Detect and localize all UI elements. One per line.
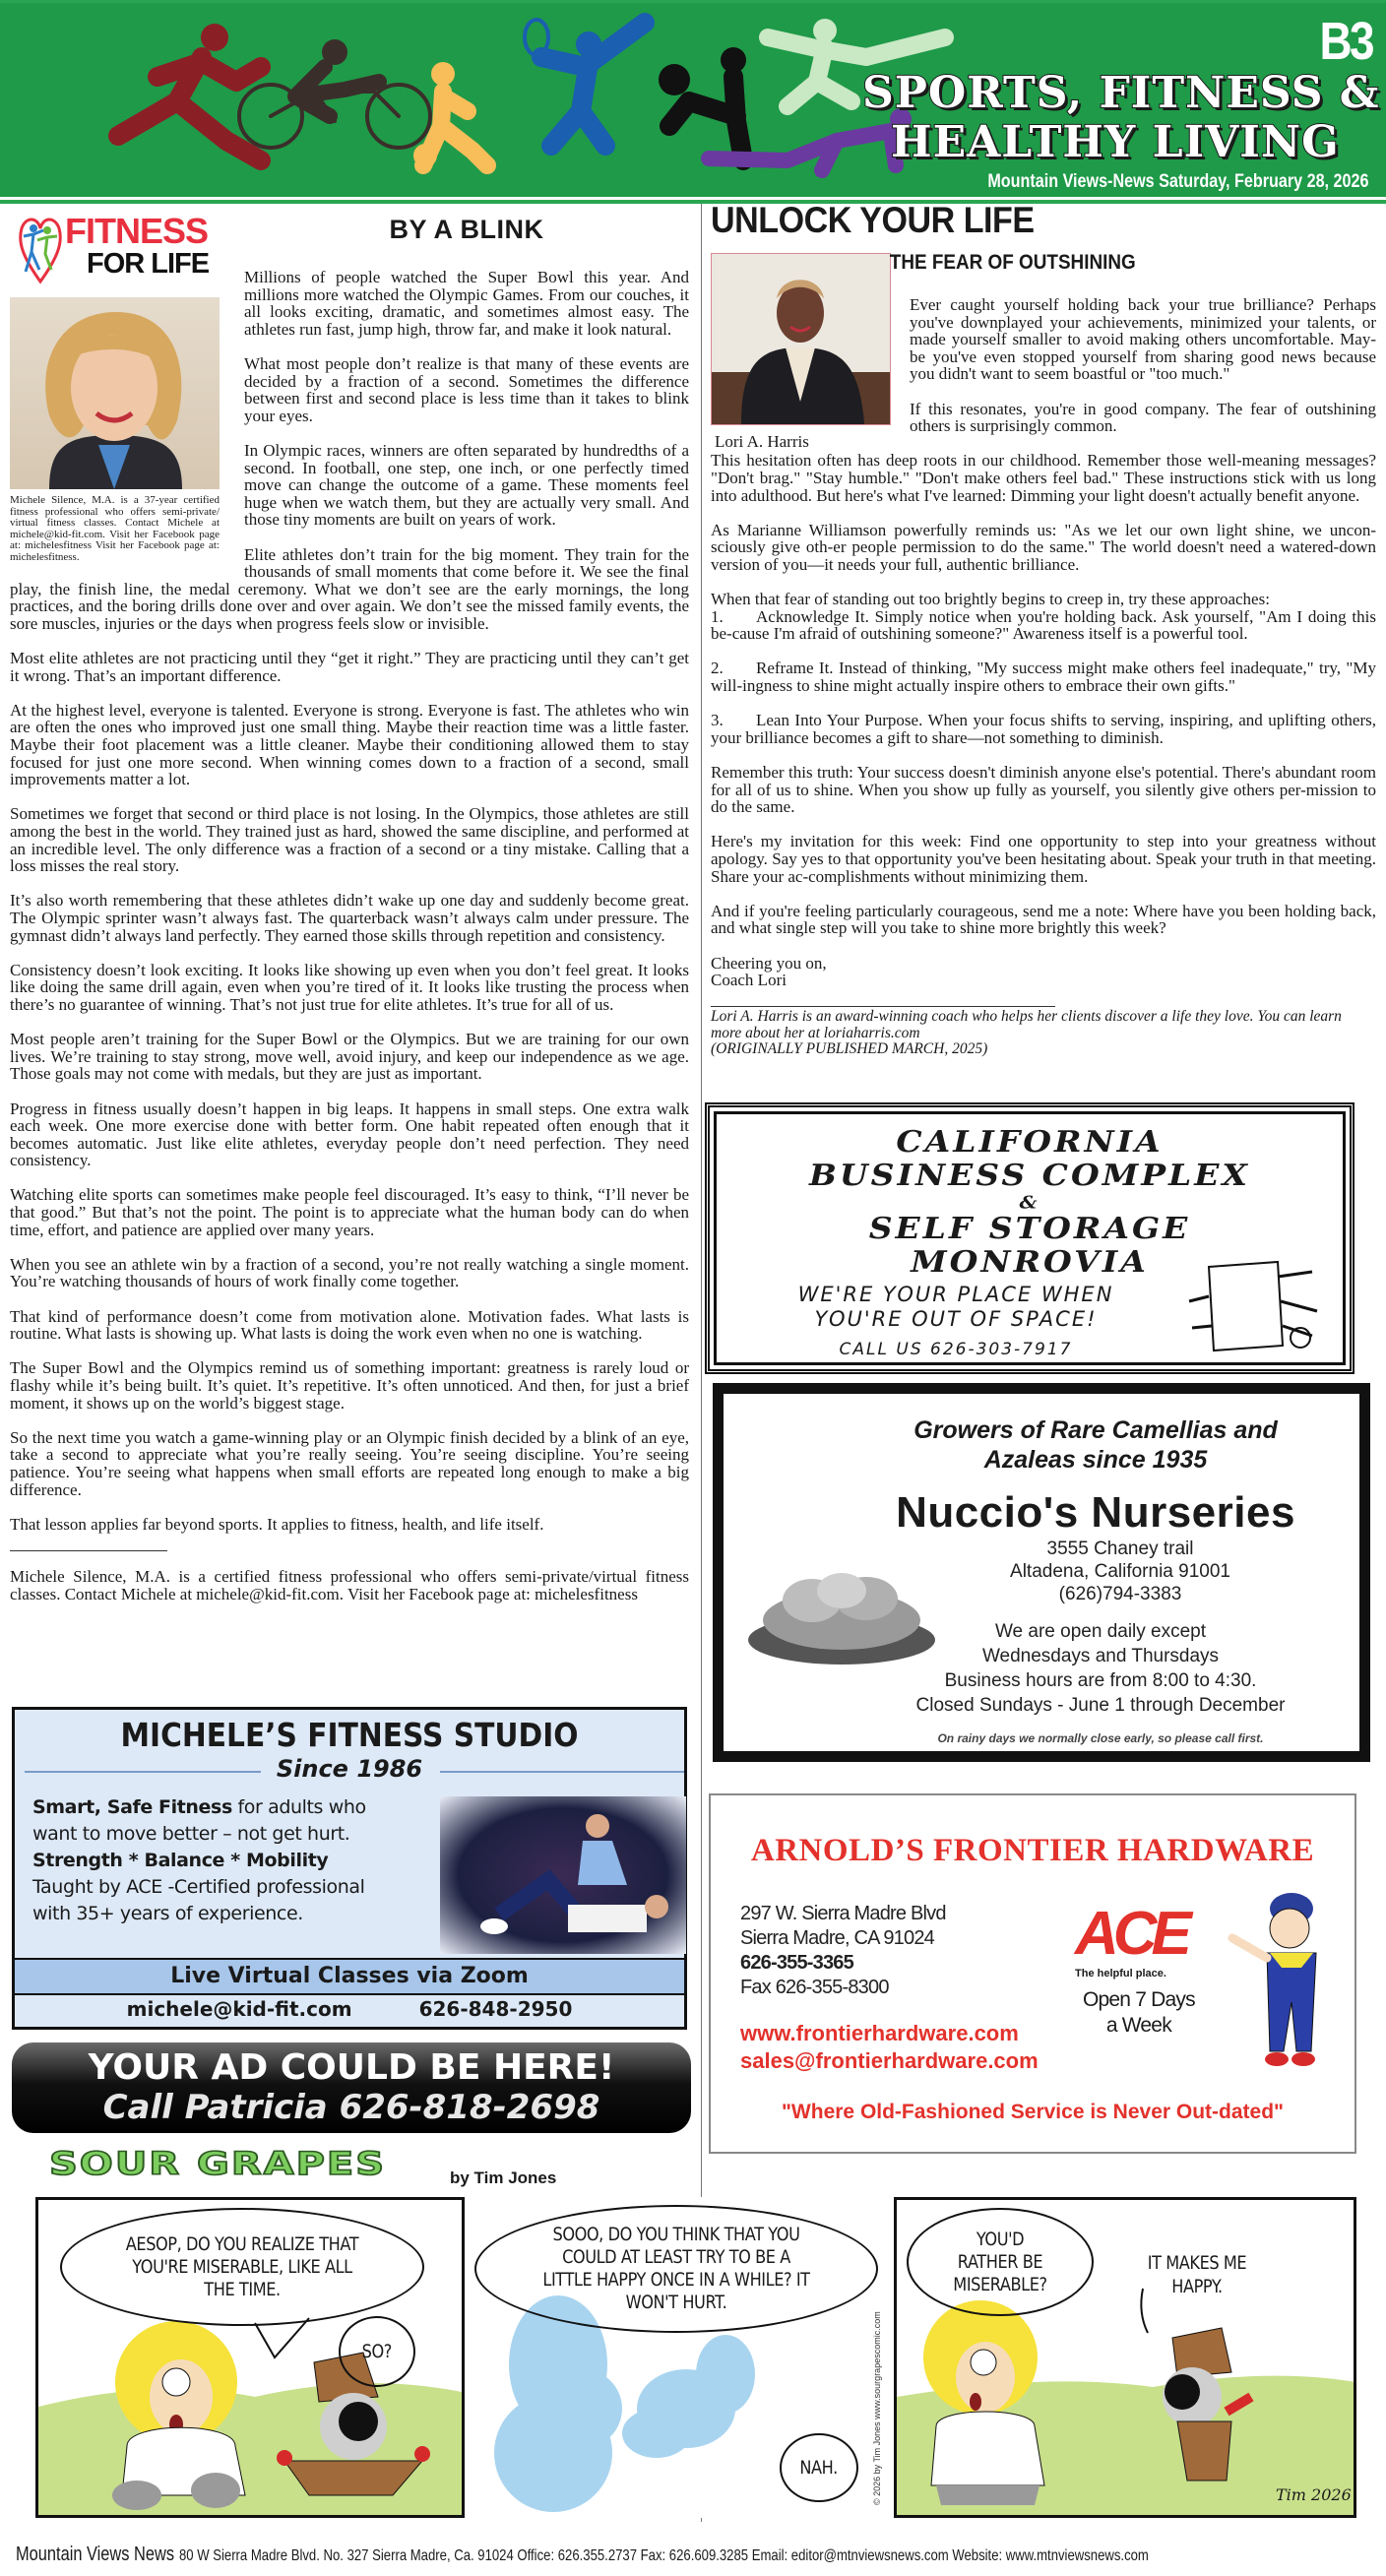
signoff-name: Coach Lori (711, 971, 787, 990)
paragraph: That lesson applies far beyond sports. It applies to fitness, health, and life itself. (10, 1514, 544, 1534)
list-text: Acknowledge It. Simply notice when you're holding back. Ask yourself, "Am I doing this be-cause I'm afraid of outshining someone?" Awareness itself is a powerful tool. (711, 606, 1376, 644)
ad-contact-links (740, 2020, 1039, 2075)
ad-hours: Closed Sundays - June 1 through December (915, 1695, 1286, 1716)
ad-address: Sierra Madre, CA 91024 (740, 1927, 934, 1949)
logo-text-fitness: FITNESS (65, 211, 209, 251)
soccer-player-silhouette (413, 62, 487, 167)
ad-open-line: a Week (1105, 2014, 1171, 2037)
paragraph: When that fear of standing out too brightly begins to creep in, try these approaches: (711, 590, 1270, 609)
footer-brand: Mountain Views News (16, 2544, 175, 2565)
comic-panel-1 (35, 2197, 465, 2518)
ad-band: Live Virtual Classes via Zoom (15, 1958, 684, 1995)
ad-business-name: Nuccio's Nurseries (896, 1488, 1295, 1537)
ad-address: 3555 Chaney trail (1046, 1539, 1194, 1559)
paragraph: Most people aren’t training for the Super Bowl or the Olympics. But we are training for our own lives. We’re training to stay strong, move well, avoid injury, and keep our independence as we age. Those goals may not come with medals, but they are just as important. (10, 1030, 689, 1084)
ad-address: Altadena, California 91001 (1010, 1561, 1230, 1582)
list-item (711, 608, 1376, 643)
ad-contact (15, 1997, 684, 2021)
article-unlock-your-life (711, 200, 1376, 1058)
ad-email-link[interactable]: sales@frontierhardware.com (740, 2048, 1039, 2073)
ad-phone: (626)794-3383 (1058, 1584, 1182, 1604)
author-photo-caption: Lori A. Harris (715, 432, 809, 451)
ace-logo: ACE (1075, 1900, 1186, 1968)
ad-body-line: for adults who (231, 1796, 366, 1818)
page-footer (16, 2544, 1149, 2566)
ad-your-ad-could-be-here[interactable] (12, 2042, 691, 2133)
paragraph: That kind of performance doesn’t come from motivation alone. Motivation fades. What lasts is routine. What lasts is showing up. What lasts is doing the work even when no one is watching. (10, 1306, 689, 1344)
ad-tagline: Azaleas since 1935 (983, 1446, 1208, 1474)
column-divider (701, 204, 702, 2522)
ad-hours: We are open daily except (994, 1621, 1207, 1642)
author-photo-block (711, 253, 900, 451)
article-subtitle: THE FEAR OF OUTSHINING (889, 251, 1136, 274)
paragraph: Consistency doesn’t look exciting. It looks like showing up even when you don’t feel great. It looks like doing the same drill again, even when you’re tired of it. It looks like trusting the process when there’s no guarantee of winning. That’s not just true for elite athletes. It’s true for all of us. (10, 960, 689, 1014)
page-label: B3 (1319, 12, 1372, 71)
ad-line: MONROVIA (911, 1244, 1149, 1280)
artist-signature: Tim 2026 (1276, 2485, 1352, 2504)
paragraph: Remember this truth: Your success doesn't diminish anyone else's potential. There's abundant room for all of us to shine. When you show up fully as yourself, you silently give others per-mission to do the same. (711, 763, 1376, 817)
speech-text: SO? (361, 2340, 393, 2362)
ad-line: BUSINESS COMPLEX (809, 1158, 1250, 1193)
paragraph: When you see an athlete win by a fraction of a second, you’re not really watching a single moment. You’re watching thousands of hours of work finally come together. (10, 1254, 689, 1291)
ad-arnolds-frontier-hardware[interactable] (709, 1793, 1356, 2154)
fitness-for-life-logo (18, 211, 234, 285)
ad-hours: Business hours are from 8:00 to 4:30. (944, 1670, 1257, 1691)
section-banner (0, 0, 1386, 197)
signoff-line: Cheering you on, (711, 953, 827, 973)
column-title: UNLOCK YOUR LIFE (711, 200, 1035, 240)
author-photo-michele (10, 297, 220, 489)
ad-note: On rainy days we normally close early, so please call first. (937, 1731, 1264, 1745)
ad-website-link[interactable]: www.frontierhardware.com (740, 2021, 1019, 2045)
speech-bubble (907, 2208, 1094, 2316)
speech-text: AESOP, DO YOU REALIZE THAT YOU'RE MISERABLE, LIKE ALL THE TIME. (125, 2232, 359, 2300)
ad-body-line: Taught by ACE -Certified professional (32, 1876, 365, 1898)
author-bio: Michele Silence, M.A. is a certified fitness professional who offers semi-private/virtual fitness classes. Contact Michele at michele@kid-fit.com. Visit her Facebook page at: michelesfitness (10, 1566, 689, 1603)
ad-address-block (740, 1902, 946, 2000)
ad-tagline-line: YOU'RE OUT OF SPACE! (814, 1307, 1098, 1331)
paragraph: And if you're feeling particularly courageous, send me a note: Where have you been holding back, and what single step will you take to shine more brightly this week? (711, 901, 1376, 938)
ad-address: 297 W. Sierra Madre Blvd (740, 1903, 946, 1924)
paragraph: At the highest level, everyone is talented. Everyone is strong. Everyone is fast. The athletes who win are often the ones who improved just one small thing. Maybe their reaction time was a little faster. Maybe their foot placement was a little cleaner. Maybe their conditioning allowed them to stay focused for just one more second. When winning comes down to a fraction of a second, small improvements matter a lot. (10, 700, 689, 789)
footer-contact-info: 80 W Sierra Madre Blvd. No. 327 Sierra Madre, Ca. 91024 Office: 626.355.2737 Fax: 626.609.3285 Email: editor@mtnviewsnews.com Website: www.mtnviewsnews.com (178, 2547, 1149, 2564)
section-title-line2: HEALTHY LIVING (891, 117, 1340, 167)
ad-open-line: Open 7 Days (1083, 1988, 1195, 2011)
ad-california-business-complex[interactable] (705, 1102, 1354, 1374)
hardware-mascot-icon (1223, 1884, 1341, 2081)
paragraph: As Marianne Williamson powerfully reminds us: "As we let our own light shine, we uncon-sciously give oth-er people permission to do the same." The world doesn't need a watered-down version of you—it needs your full, authentic brilliance. (711, 520, 1376, 574)
paragraph: What most people don’t realize is that many of these events are decided by a fraction of a second. Sometimes the difference between first and second place is less time than it takes to blink your eyes. (244, 353, 689, 425)
ad-body-line: Strength * Balance * Mobility (32, 1850, 329, 1871)
ad-open-days (1083, 1987, 1195, 2039)
speech-text: YOU'D RATHER BE MISERABLE? (953, 2228, 1047, 2295)
ad-phone: CALL US 626-303-7917 (839, 1340, 1073, 1359)
heart-figures-icon (18, 213, 63, 285)
article-title: BY A BLINK (389, 215, 544, 244)
list-number: 2. (711, 659, 724, 678)
speech-bubble (780, 2433, 858, 2502)
paragraph: It’s also worth remembering that these athletes didn’t wake up one day and suddenly become great. The Olympic sprinter wasn’t always fast. The quarterback wasn’t always calm under pressure. The gymnast didn’t always land perfectly. They earned those skills through repetition and consistency. (10, 891, 689, 945)
comic-copyright: © 2026 by Tim Jones www.sourgrapescomic.com (872, 2311, 882, 2505)
ad-phone: 626-848-2950 (418, 1997, 573, 2021)
paragraph: Ever caught yourself holding back your true brilliance? Perhaps you've downplayed your achievements, minimized your talents, or made yourself smaller to avoid making others uncomfortable. May-be you've even stopped yourself from sharing good news because you didn't want to seem boastful or "too much." (910, 295, 1376, 384)
approaches-list (711, 608, 1376, 747)
ad-tagline: Growers of Rare Camellias and (914, 1416, 1278, 1444)
ad-tagline-line: WE'RE YOUR PLACE WHEN (797, 1283, 1114, 1306)
article-by-a-blink (10, 211, 689, 1620)
paragraph: So the next time you watch a game-winning play or an Olympic finish decided by a blink of an eye, take a second to appreciate what you’re really seeing. You’re seeing discipline. You’re seeing patience. You’re seeing what happens when small efforts are repeated long enough to make a big difference. (10, 1427, 689, 1499)
kicking-player-silhouette (659, 47, 746, 160)
speech-bubble (474, 2205, 878, 2333)
ad-body-emphasis: Smart, Safe Fitness (32, 1796, 232, 1818)
ad-headline: YOUR AD COULD BE HERE! (88, 2047, 615, 2088)
speech-bubble (60, 2208, 424, 2326)
camellia-flower-icon (743, 1561, 940, 1669)
paragraph: Sometimes we forget that second or third place is not losing. In the Olympics, those athletes are still among the best in the world. They trained just as hard, showed the same discipline, and performed at an incredible level. The only difference was a fraction of a second or a tiny mistake. Calling that a loss misses the real story. (10, 804, 689, 876)
paragraph: Progress in fitness usually doesn’t happen in big leaps. It happens in small steps. One extra walk each week. One more exercise done with better form. One habit repeated often enough that it becomes automatic. Just like elite athletes, everyday people don’t need perfection. They need consistency. (10, 1099, 689, 1170)
paragraph: Watching elite sports can sometimes make people feel discouraged. It’s easy to think, “I’ll never be that good.” But that’s not the point. The point is to appreciate what the human body can do when time, effort, and patience are applied over many years. (10, 1185, 689, 1239)
ad-nuccios-nurseries[interactable] (713, 1383, 1370, 1762)
ad-line: SELF STORAGE (868, 1211, 1191, 1246)
ad-body (32, 1794, 366, 1927)
ad-body-line: with 35+ years of experience. (32, 1903, 303, 1924)
tennis-player-silhouette (525, 20, 645, 146)
comic-panel-3 (894, 2197, 1356, 2518)
paragraph: If this resonates, you're in good company. The fear of outshining others is surprisingly common. (910, 399, 1376, 436)
section-title-line1: SPORTS, FITNESS & (862, 68, 1380, 118)
cyclist-silhouette (239, 39, 430, 148)
list-number: 3. (711, 711, 724, 730)
ad-line: CALIFORNIA (896, 1124, 1164, 1160)
speech-text: SOOO, DO YOU THINK THAT YOU COULD AT LEAST TRY TO BE A LITTLE HAPPY ONCE IN A WHILE? IT WON'T HURT. (542, 2224, 810, 2313)
ad-hours: Wednesdays and Thursdays (981, 1646, 1220, 1666)
paragraph: Millions of people watched the Super Bowl this year. And millions more watched the Olympic Games. From our couches, it all looks exciting, dramatic, and sometimes almost easy. The athletes run fast, jump high, throw far, and make it look natural. (244, 268, 689, 339)
runner-silhouette (118, 24, 261, 160)
paragraph: Here's my invitation for this week: Find one opportunity to step into your greatness without apology. Say yes to that opportunity you've been hesitating about. Speak your truth in that meeting. Share your ac-complishments without minimizing them. (711, 832, 1376, 886)
comic-title: SOUR GRAPES (49, 2146, 387, 2182)
paragraph: Most elite athletes are not practicing until they “get it right.” They are practicing until they can’t get it wrong. That’s an important difference. (10, 649, 689, 685)
ad-line: & (1019, 1191, 1040, 1213)
article-sidebar (10, 211, 234, 564)
ad-email-link[interactable]: michele@kid-fit.com (126, 1997, 352, 2021)
list-item (711, 712, 1376, 746)
dateline: Mountain Views-News Saturday, February 28, 2026 (986, 171, 1368, 192)
article-body-closing (711, 764, 1376, 937)
list-text: Lean Into Your Purpose. When your focus shifts to serving, inspiring, and uplifting others, your brilliance becomes a gift to share—not something to diminish. (711, 711, 1376, 747)
ad-slogan: "Where Old-Fashioned Service is Never Out-dated" (781, 2101, 1285, 2123)
bio-divider (10, 1550, 167, 1551)
ad-fax: Fax 626-355-8300 (740, 1977, 889, 1998)
ad-title: MICHELE’S FITNESS STUDIO (120, 1716, 579, 1754)
comic-byline: by Tim Jones (450, 2168, 557, 2187)
overflowing-storage-icon (1184, 1257, 1322, 1355)
list-item (711, 660, 1376, 694)
ad-headline (710, 1107, 1350, 1279)
ad-phone: 626-355-3365 (740, 1952, 853, 1974)
speech-text: NAH. (799, 2456, 839, 2479)
author-bio: Lori A. Harris is an award-winning coach who helps her clients discover a life they love. You can learn more about her at loriaharris.com (711, 1008, 1342, 1041)
list-number: 1. (711, 606, 724, 626)
logo-text-for-life: FOR LIFE (87, 248, 210, 280)
paragraph: Elite athletes don’t train for the big moment. They train for the thousands of small moments that come before it. We see the final play, the finish line, the medal ceremony. What we don’t see are the early mornings, the long practices, and the boring drills done over and over again. We don’t see the missed family events, the sore muscles, injuries or the days when progress feels slow or invisible. (10, 544, 689, 633)
trainer-client-photo (440, 1796, 686, 1954)
author-photo-lori (711, 253, 891, 425)
ad-phone: Call Patricia 626-818-2698 (102, 2088, 600, 2127)
paragraph: This hesitation often has deep roots in our childhood. Remember those well-meaning messages? "Don't brag." "Stay humble." "Don't make others feel bad." These instructions stick with us long into adulthood. But here's what I've learned: Dimming your light doesn't actually benefit anyone. (711, 451, 1376, 505)
ad-business-name: ARNOLD’S FRONTIER HARDWARE (750, 1833, 1315, 1868)
original-publication-note: (ORIGINALLY PUBLISHED MARCH, 2025) (711, 1040, 988, 1058)
speech-bubble (339, 2316, 415, 2387)
paragraph: In Olympic races, winners are often separated by hundredths of a second. In football, one step, one inch, or one perfectly timed move can change the outcome of a game. These moments feel huge when we watch them, but they are actually very small. And those tiny moments are built on years of work. (244, 440, 689, 530)
bio-divider (711, 1006, 1055, 1007)
ace-logo-tagline: The helpful place. (1075, 1968, 1166, 1979)
ad-micheles-fitness-studio[interactable] (12, 1707, 687, 2030)
comic-panel-2 (465, 2197, 894, 2518)
ad-body-line: want to move better – not get hurt. (32, 1823, 350, 1845)
author-photo-caption: Michele Silence, M.A. is a 37-year certified fitness professional who offers semi-private/ virtual fitness classes. Contact Michele at michele@kid-fit.com. Visit her Facebook page at: michelesfitness Visit her Facebook page at: michelesfitness. (10, 494, 220, 563)
signoff (711, 955, 1376, 989)
speech-text: IT MAKES ME HAPPY. (1147, 2252, 1247, 2297)
paragraph: The Super Bowl and the Olympics remind us of something important: greatness is rarely loud or flashy while it’s being built. It’s quiet. It’s repetitive. It’s often unnoticed. And then, for just a brief moment, it shows up on the world’s biggest stage. (10, 1358, 689, 1413)
ad-since: Since 1986 (276, 1755, 423, 1783)
list-text: Reframe It. Instead of thinking, "My success might make others feel inadequate," try, "My will-ingness to shine might actually inspire others to embrace their own gifts." (711, 659, 1376, 696)
